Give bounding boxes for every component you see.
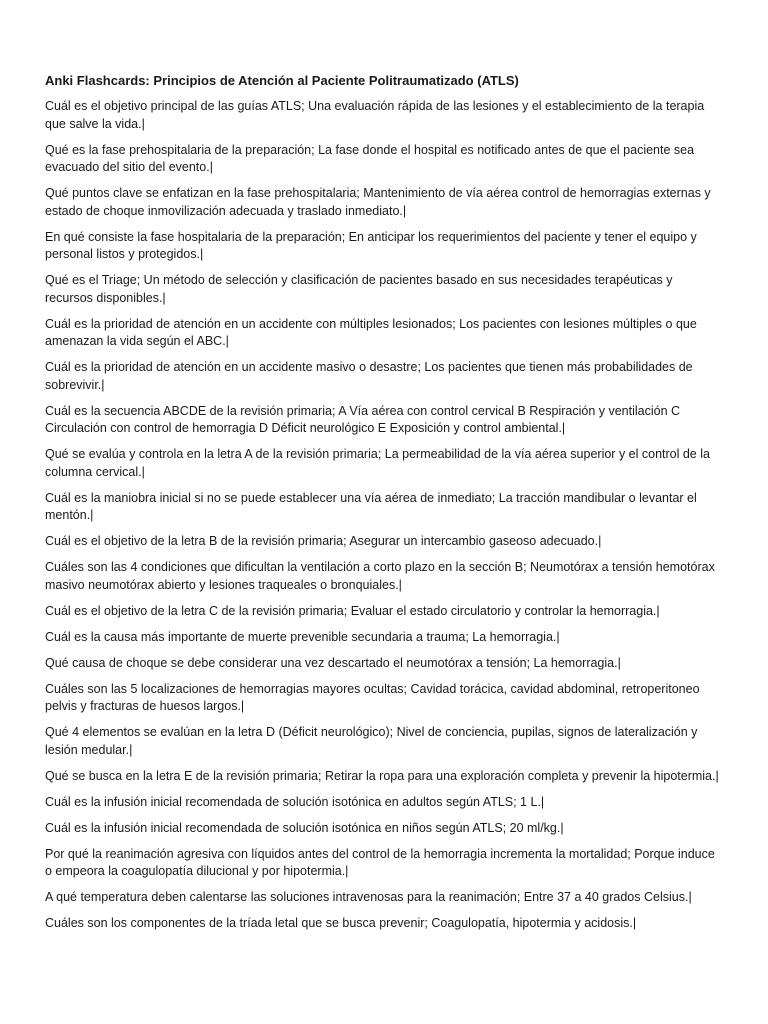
flashcard-line: Qué causa de choque se debe considerar una vez descartado el neumotórax a tensión; La hemorragia.| xyxy=(45,655,621,670)
document-title: Anki Flashcards: Principios de Atención al Paciente Politraumatizado (ATLS) xyxy=(45,73,519,88)
flashcard-line: Cuál es la infusión inicial recomendada de solución isotónica en niños según ATLS; 20 ml/kg.| xyxy=(45,820,564,835)
flashcard-line: Cuáles son las 4 condiciones que dificultan la ventilación a corto plazo en la sección B; Neumotórax a tensión hemotórax masivo neumotórax abierto y lesiones traqueales o bronquiales.| xyxy=(45,560,715,592)
flashcard-line: Qué es la fase prehospitalaria de la preparación; La fase donde el hospital es notificado antes de que el paciente sea evacuado del sitio del evento.| xyxy=(45,142,695,174)
flashcard-line: En qué consiste la fase hospitalaria de la preparación; En anticipar los requerimientos del paciente y tener el equipo y personal listos y protegidos.| xyxy=(45,229,697,261)
flashcard-line: Qué 4 elementos se evalúan en la letra D (Déficit neurológico); Nivel de conciencia, pupilas, signos de lateralización y lesión medular.| xyxy=(45,725,698,757)
flashcard-line: Cuál es la prioridad de atención en un accidente con múltiples lesionados; Los pacientes con lesiones múltiples o que amenazan la vida según el ABC.| xyxy=(45,316,697,348)
flashcard-line: Por qué la reanimación agresiva con líquidos antes del control de la hemorragia incrementa la mortalidad; Porque induce o empeora la coagulopatía dilucional y por hipotermia.| xyxy=(45,846,715,878)
flashcard-line: Qué se busca en la letra E de la revisión primaria; Retirar la ropa para una exploración completa y prevenir la hipotermia.| xyxy=(45,768,719,783)
flashcard-list xyxy=(45,98,720,933)
flashcard-line: Cuál es la causa más importante de muerte prevenible secundaria a trauma; La hemorragia.| xyxy=(45,629,560,644)
flashcard-line: Cuál es el objetivo de la letra B de la revisión primaria; Asegurar un intercambio gaseoso adecuado.| xyxy=(45,534,602,548)
flashcard-line: Cuál es el objetivo principal de las guías ATLS; Una evaluación rápida de las lesiones y el establecimiento de la terapia que salve la vida.| xyxy=(45,99,705,131)
flashcard-line: Qué se evalúa y controla en la letra A de la revisión primaria; La permeabilidad de la vía aérea superior y el control de la columna cervical.| xyxy=(45,447,710,479)
flashcard-line: Cuáles son los componentes de la tríada letal que se busca prevenir; Coagulopatía, hipotermia y acidosis.| xyxy=(45,916,637,930)
flashcard-line: Cuál es la infusión inicial recomendada de solución isotónica en adultos según ATLS; 1 L.| xyxy=(45,794,545,809)
flashcard-line: Cuál es la maniobra inicial si no se puede establecer una vía aérea de inmediato; La tracción mandibular o levantar el mentón.| xyxy=(45,490,697,522)
flashcard-line: Cuál es el objetivo de la letra C de la revisión primaria; Evaluar el estado circulatorio y controlar la hemorragia.| xyxy=(45,603,660,618)
flashcard-line: A qué temperatura deben calentarse las soluciones intravenosas para la reanimación; Entre 37 a 40 grados Celsius.| xyxy=(45,890,692,904)
flashcard-line: Qué puntos clave se enfatizan en la fase prehospitalaria; Mantenimiento de vía aérea control de hemorragias externas y estado de choque inmovilización adecuada y traslado inmediato.| xyxy=(45,186,711,218)
flashcard-line: Cuáles son las 5 localizaciones de hemorragias mayores ocultas; Cavidad torácica, cavidad abdominal, retroperitoneo pelvis y fracturas de huesos largos.| xyxy=(45,681,700,713)
flashcard-line: Cuál es la prioridad de atención en un accidente masivo o desastre; Los pacientes que tienen más probabilidades de sobrevivir.| xyxy=(45,360,693,392)
flashcard-line: Qué es el Triage; Un método de selección y clasificación de pacientes basado en sus necesidades terapéuticas y recursos disponibles.| xyxy=(45,273,673,305)
flashcard-line: Cuál es la secuencia ABCDE de la revisión primaria; A Vía aérea con control cervical B Respiración y ventilación C Circulación con control de hemorragia D Déficit neurológico E Exposición y control ambiental.| xyxy=(45,403,681,435)
